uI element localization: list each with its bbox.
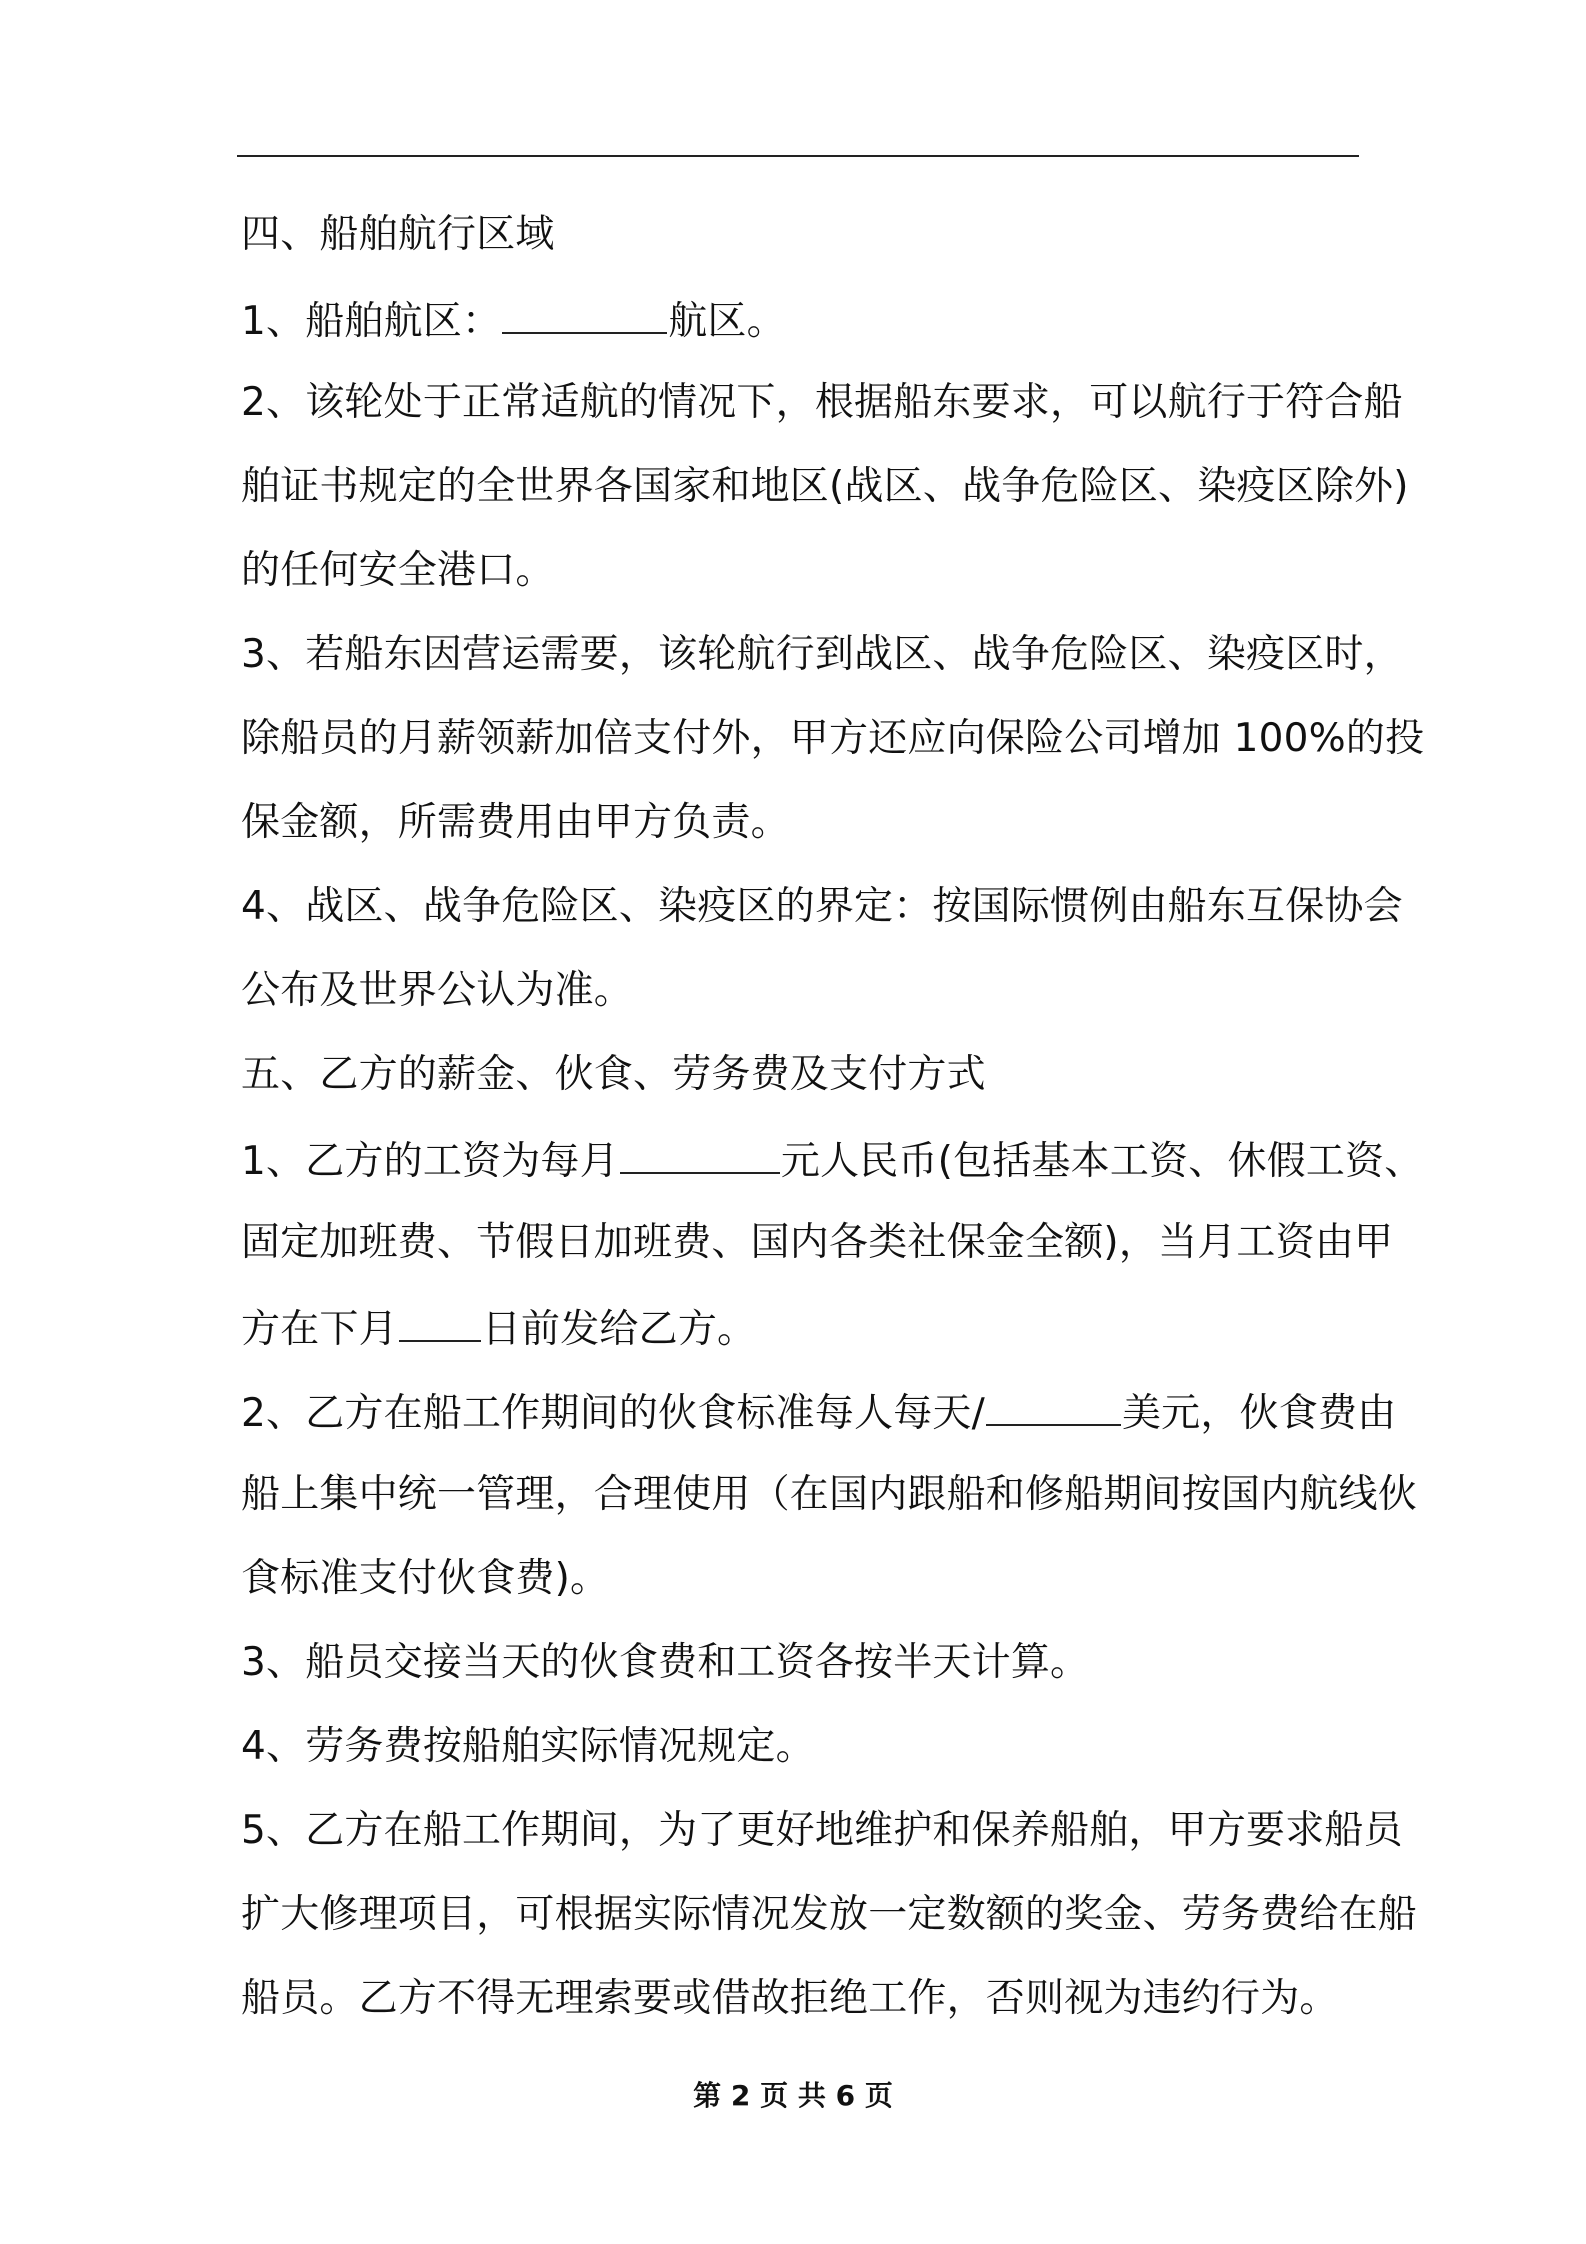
section-4-item-3-line-2: 除船员的月薪领薪加倍支付外，甲方还应向保险公司增加 100%的投 xyxy=(241,716,1425,761)
section-4-item-3-line-1: 3、若船东因营运需要，该轮航行到战区、战争危险区、染疫区时， xyxy=(241,632,1403,677)
salary-prefix: 1、乙方的工资为每月 xyxy=(241,1139,619,1184)
section-5-item-2-line-3: 食标准支付伙食费)。 xyxy=(241,1556,610,1601)
section-5-item-3: 3、船员交接当天的伙食费和工资各按半天计算。 xyxy=(241,1640,1090,1685)
section-4-item-4-line-2: 公布及世界公认为准。 xyxy=(241,968,634,1013)
meal-prefix: 2、乙方在船工作期间的伙食标准每人每天/ xyxy=(241,1391,985,1436)
item-1-prefix: 1、船舶航区： xyxy=(241,299,502,344)
section-4-item-4-line-1: 4、战区、战争危险区、染疫区的界定：按国际惯例由船东互保协会 xyxy=(241,884,1403,929)
section-4-item-2-line-2: 舶证书规定的全世界各国家和地区(战区、战争危险区、染疫区除外) xyxy=(241,464,1409,509)
section-4-item-2-line-3: 的任何安全港口。 xyxy=(241,548,555,593)
header-rule xyxy=(237,155,1359,157)
section-4-heading: 四、船舶航行区域 xyxy=(241,212,555,257)
monthly-salary-blank xyxy=(620,1134,780,1174)
section-5-item-2-line-2: 船上集中统一管理，合理使用（在国内跟船和修船期间按国内航线伙 xyxy=(241,1472,1418,1517)
section-5-item-1-line-2: 固定加班费、节假日加班费、国内各类社保金全额)，当月工资由甲 xyxy=(241,1220,1394,1265)
payday-suffix: 日前发给乙方。 xyxy=(481,1307,757,1352)
section-5-heading: 五、乙方的薪金、伙食、劳务费及支付方式 xyxy=(241,1052,986,1097)
section-5-item-1-line-1 xyxy=(241,1134,1423,1187)
section-4-item-3-line-3: 保金额，所需费用由甲方负责。 xyxy=(241,800,790,845)
section-4-item-2-line-1: 2、该轮处于正常适航的情况下，根据船东要求，可以航行于符合船 xyxy=(241,380,1403,425)
section-5-item-5-line-3: 船员。乙方不得无理索要或借故拒绝工作，否则视为违约行为。 xyxy=(241,1976,1339,2021)
section-5-item-2-line-1 xyxy=(241,1386,1396,1439)
payday-prefix: 方在下月 xyxy=(241,1307,398,1352)
item-1-suffix: 航区。 xyxy=(668,299,786,344)
salary-suffix: 元人民币(包括基本工资、休假工资、 xyxy=(780,1139,1424,1184)
section-5-item-5-line-2: 扩大修理项目，可根据实际情况发放一定数额的奖金、劳务费给在船 xyxy=(241,1892,1418,1937)
meal-suffix: 美元，伙食费由 xyxy=(1121,1391,1397,1436)
section-5-item-1-line-3 xyxy=(241,1302,756,1355)
navigation-zone-blank xyxy=(502,294,667,334)
section-5-item-5-line-1: 5、乙方在船工作期间，为了更好地维护和保养船舶，甲方要求船员 xyxy=(241,1808,1403,1853)
page-number: 第 2 页 共 6 页 xyxy=(693,2079,893,2112)
section-5-item-4: 4、劳务费按船舶实际情况规定。 xyxy=(241,1724,815,1769)
section-4-item-1 xyxy=(241,294,786,347)
meal-allowance-blank xyxy=(986,1386,1121,1426)
payday-blank xyxy=(399,1302,481,1342)
